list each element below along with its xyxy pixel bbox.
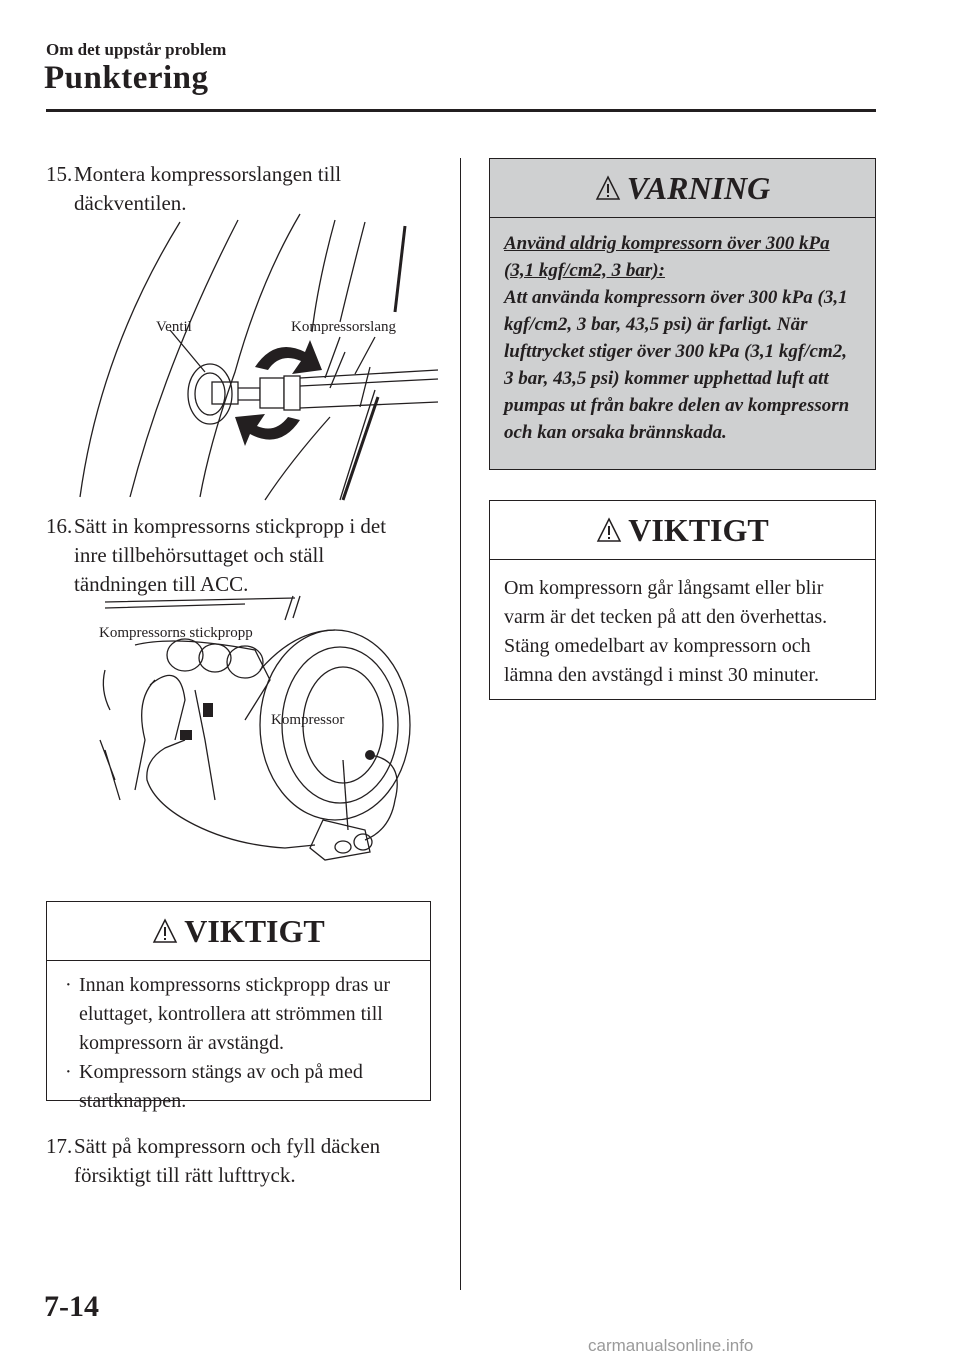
- footer-watermark: carmanualsonline.info: [588, 1336, 754, 1355]
- warning-heading-text: VARNING: [626, 169, 771, 206]
- warning-text: Att använda kompressorn över 300 kPa (3,1 kgf/cm2, 3 bar, 43,5 psi) är farligt. När lufttrycket stiger över 300 kPa (3,1 kgf/cm2, 3 bar, 43,5 psi) kommer upphettad luft att pumpas ut från bakre delen av kompressorn och kan orsaka brännskada.: [504, 287, 850, 443]
- step-text: Sätt in kompressorns stickpropp i det inre tillbehörsuttaget och ställ tändningen till ACC.: [74, 514, 387, 596]
- label-compressor-hose: Kompressorslang: [291, 319, 396, 335]
- important-bullet-text: Kompressorn stängs av och på med startknappen.: [79, 1061, 363, 1112]
- warning-heading: [490, 159, 875, 218]
- header-rule: [46, 109, 876, 112]
- step-number: 15.: [46, 162, 73, 186]
- section-title: Om det uppstår problem: [46, 40, 227, 59]
- important-bullet-text: Innan kompressorns stickpropp dras ur eluttaget, kontrollera att strömmen till kompressorn är avstängd.: [79, 974, 391, 1054]
- label-compressor: Kompressor: [271, 712, 345, 728]
- warning-triangle-icon: [595, 175, 621, 201]
- column-divider: [460, 158, 461, 1290]
- step-text: Montera kompressorslangen till däckventilen.: [74, 162, 342, 215]
- label-valve: Ventil: [156, 319, 192, 335]
- warning-lead: Använd aldrig kompressorn över 300 kPa (3,1 kgf/cm2, 3 bar):: [504, 233, 830, 281]
- warning-box: [489, 158, 876, 470]
- important-box-1: [46, 901, 431, 1112]
- step-15: [46, 160, 446, 220]
- page-number: 7-14: [44, 1290, 99, 1323]
- warning-triangle-icon: [596, 517, 622, 543]
- important-box-2: [489, 500, 876, 700]
- step-text: Sätt på kompressorn och fyll däcken försiktigt till rätt lufttryck.: [74, 1134, 381, 1187]
- warning-triangle-icon: [152, 918, 178, 944]
- step-number: 17.: [46, 1134, 73, 1158]
- important-bullet: · Innan kompressorns stickpropp dras ur eluttaget, kontrollera att strömmen till kompressorn är avstängd.: [65, 974, 391, 1054]
- step-16: [46, 512, 456, 602]
- step-number: 16.: [46, 514, 73, 538]
- page-title: Punktering: [44, 60, 209, 96]
- important-bullet: · Kompressorn stängs av och på med startknappen.: [65, 1061, 363, 1112]
- label-compressor-plug: Kompressorns stickpropp: [99, 625, 253, 641]
- step-17: [46, 1132, 446, 1192]
- important-heading-text: VIKTIGT: [184, 912, 325, 949]
- valve-hose-illustration: [60, 212, 445, 502]
- important-heading-text: VIKTIGT: [628, 511, 769, 548]
- important-heading: [47, 902, 430, 961]
- important-heading: [490, 501, 875, 560]
- important-text: Om kompressorn går långsamt eller blir varm är det tecken på att den överhettas. Stäng omedelbart av kompressorn och lämna den avstängd i minst 30 minuter.: [504, 577, 828, 686]
